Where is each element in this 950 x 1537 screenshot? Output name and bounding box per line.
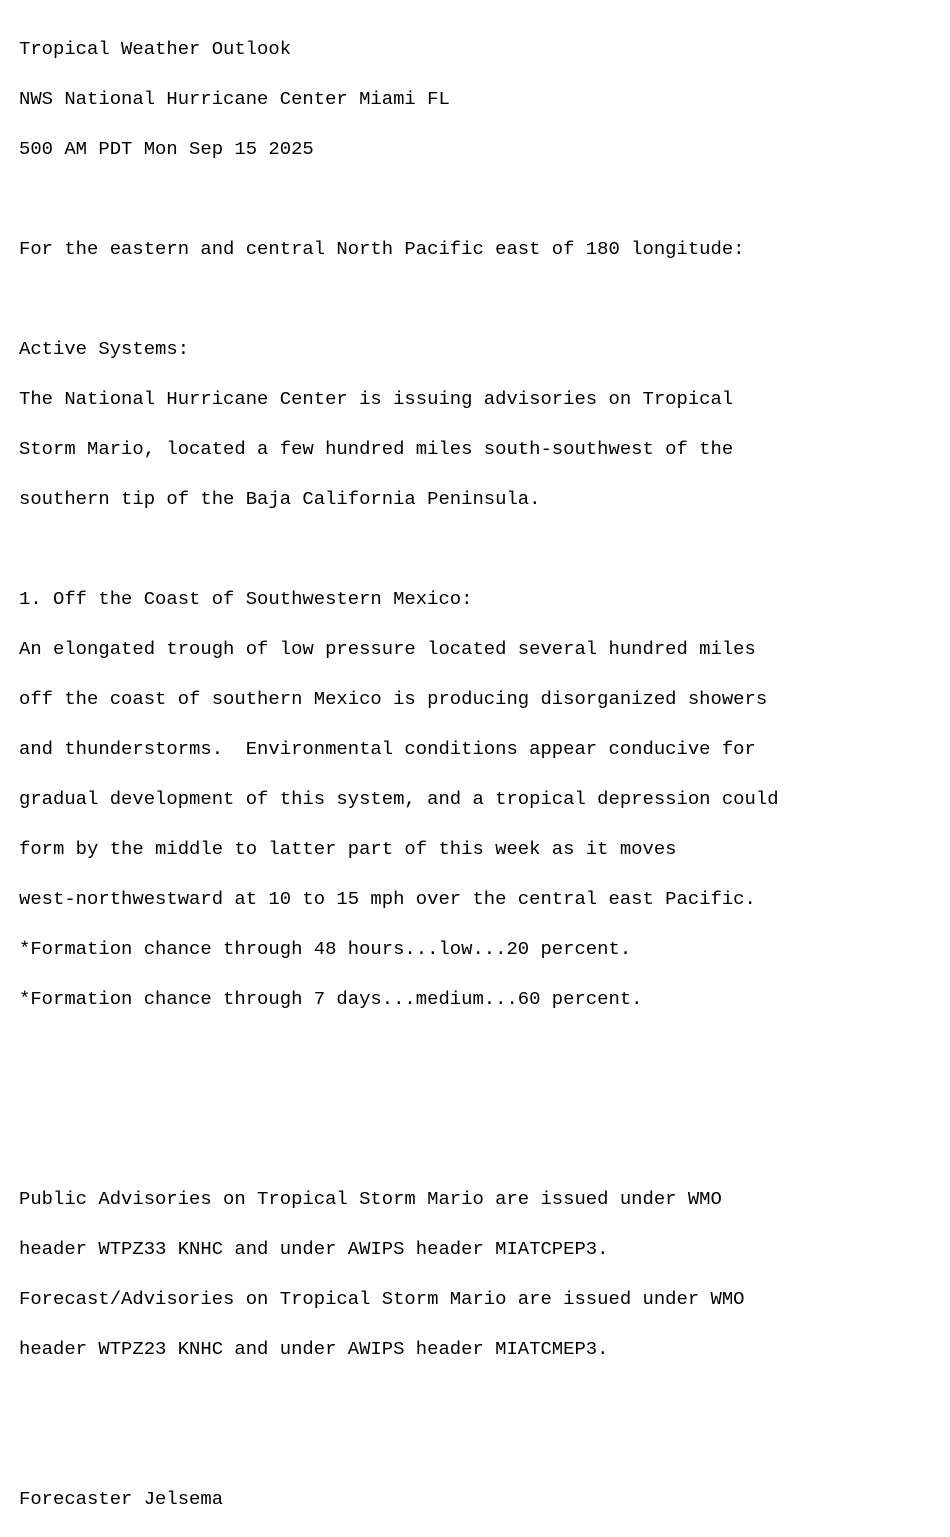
advisory-line: header WTPZ33 KNHC and under AWIPS header MIATCPEP3.	[19, 1238, 609, 1260]
blank-line	[19, 287, 950, 312]
formation-chance-7d: *Formation chance through 7 days...medium...60 percent.	[19, 988, 643, 1010]
area-statement: For the eastern and central North Pacific east of 180 longitude:	[19, 238, 745, 260]
area-1-line: form by the middle to latter part of this week as it moves	[19, 838, 677, 860]
blank-line	[19, 187, 950, 212]
area-1-line: An elongated trough of low pressure located several hundred miles	[19, 638, 756, 660]
active-systems-heading: Active Systems:	[19, 338, 190, 360]
blank-line	[19, 1087, 950, 1112]
area-1-line: off the coast of southern Mexico is producing disorganized showers	[19, 688, 768, 710]
forecaster-signature: Forecaster Jelsema	[19, 1488, 224, 1510]
blank-line	[19, 537, 950, 562]
blank-line	[19, 1037, 950, 1062]
area-1-line: west-northwestward at 10 to 15 mph over the central east Pacific.	[19, 888, 756, 910]
area-1-line: gradual development of this system, and a tropical depression could	[19, 788, 779, 810]
issuing-office: NWS National Hurricane Center Miami FL	[19, 88, 450, 110]
formation-chance-48h: *Formation chance through 48 hours...low...20 percent.	[19, 938, 632, 960]
area-1-heading: 1. Off the Coast of Southwestern Mexico:	[19, 588, 473, 610]
active-systems-line: Storm Mario, located a few hundred miles south-southwest of the	[19, 438, 734, 460]
active-systems-line: The National Hurricane Center is issuing advisories on Tropical	[19, 388, 734, 410]
active-systems-line: southern tip of the Baja California Peninsula.	[19, 488, 541, 510]
blank-line	[19, 1137, 950, 1162]
advisory-line: Public Advisories on Tropical Storm Mario are issued under WMO	[19, 1188, 722, 1210]
advisory-line: header WTPZ23 KNHC and under AWIPS header MIATCMEP3.	[19, 1338, 609, 1360]
issue-time: 500 AM PDT Mon Sep 15 2025	[19, 138, 314, 160]
blank-line	[19, 1437, 950, 1462]
blank-line	[19, 1387, 950, 1412]
area-1-line: and thunderstorms. Environmental conditions appear conducive for	[19, 738, 756, 760]
advisory-line: Forecast/Advisories on Tropical Storm Mario are issued under WMO	[19, 1288, 745, 1310]
outlook-title: Tropical Weather Outlook	[19, 38, 292, 60]
